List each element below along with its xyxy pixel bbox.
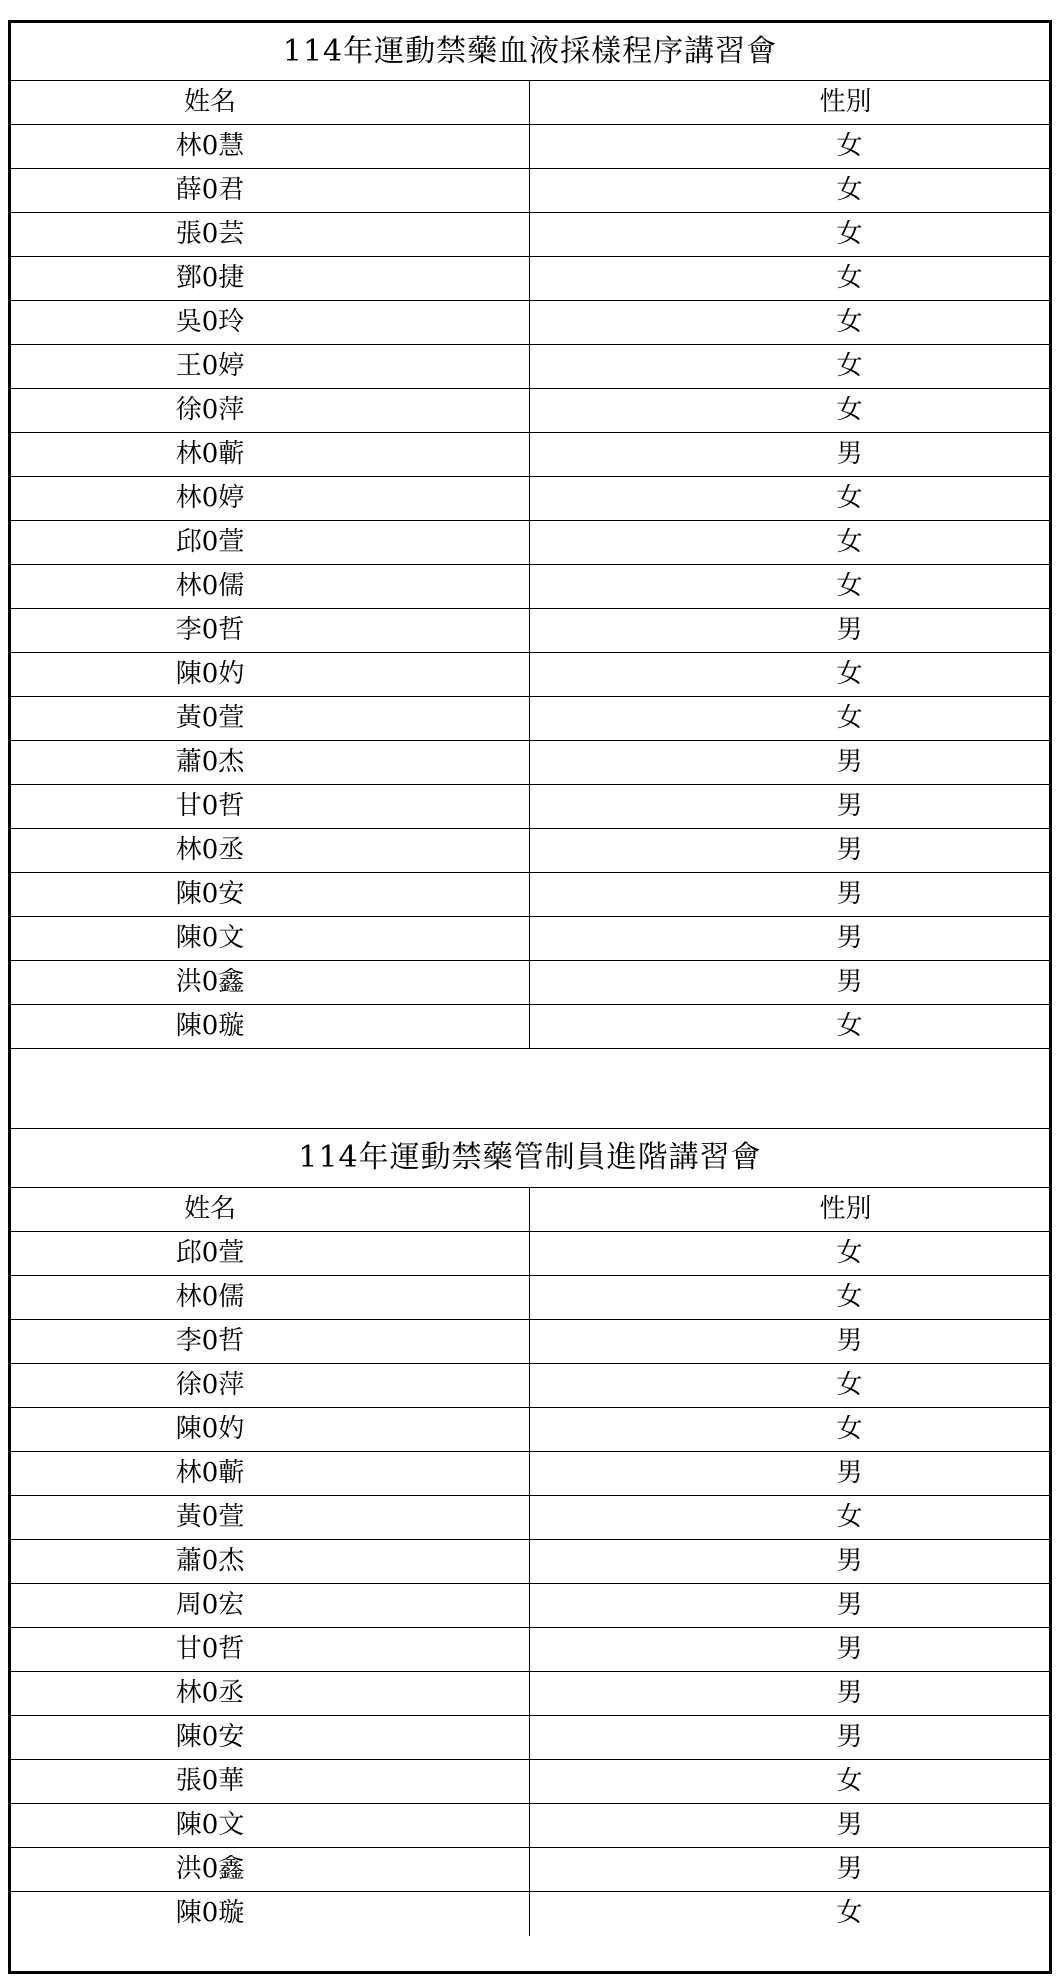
cell-name: 陳0妁 bbox=[11, 653, 530, 696]
cell-name: 林0蘄 bbox=[11, 1452, 530, 1495]
table-row bbox=[11, 873, 1049, 917]
cell-gender: 男 bbox=[836, 1810, 863, 1840]
cell-gender: 女 bbox=[836, 1238, 863, 1268]
cell-name: 陳0妁 bbox=[11, 1408, 530, 1451]
table-row bbox=[11, 653, 1049, 697]
cell-gender: 女 bbox=[836, 483, 863, 513]
cell-name: 王0婷 bbox=[11, 345, 530, 388]
cell-gender: 男 bbox=[836, 439, 863, 469]
cell-gender: 女 bbox=[836, 527, 863, 557]
cell-name: 鄧0捷 bbox=[11, 257, 530, 300]
cell-name: 林0丞 bbox=[11, 829, 530, 872]
cell-gender: 女 bbox=[836, 1898, 863, 1928]
cell-name: 陳0安 bbox=[11, 1716, 530, 1759]
table-body bbox=[11, 1232, 1049, 1936]
cell-gender: 女 bbox=[836, 307, 863, 337]
table-row bbox=[11, 1892, 1049, 1936]
column-header-gender: 性別 bbox=[819, 1194, 872, 1224]
table-row bbox=[11, 1760, 1049, 1804]
cell-name: 陳0文 bbox=[11, 1804, 530, 1847]
cell-gender: 男 bbox=[836, 615, 863, 645]
table-row bbox=[11, 565, 1049, 609]
cell-name: 周0宏 bbox=[11, 1584, 530, 1627]
cell-gender: 女 bbox=[836, 1766, 863, 1796]
cell-gender: 男 bbox=[836, 1854, 863, 1884]
table-row bbox=[11, 433, 1049, 477]
table-row bbox=[11, 1364, 1049, 1408]
cell-name: 張0華 bbox=[11, 1760, 530, 1803]
cell-gender: 女 bbox=[836, 1502, 863, 1532]
cell-name: 徐0萍 bbox=[11, 1364, 530, 1407]
cell-gender: 女 bbox=[836, 263, 863, 293]
cell-name: 洪0鑫 bbox=[11, 961, 530, 1004]
cell-name: 黃0萱 bbox=[11, 1496, 530, 1539]
cell-name: 陳0安 bbox=[11, 873, 530, 916]
cell-name: 林0蘄 bbox=[11, 433, 530, 476]
table-row bbox=[11, 1408, 1049, 1452]
table-row bbox=[11, 345, 1049, 389]
cell-name: 薛0君 bbox=[11, 169, 530, 212]
cell-gender: 男 bbox=[836, 791, 863, 821]
table-row bbox=[11, 1628, 1049, 1672]
cell-name: 蕭0杰 bbox=[11, 1540, 530, 1583]
table-title: 114年運動禁藥管制員進階講習會 bbox=[11, 1128, 1049, 1188]
cell-name: 蕭0杰 bbox=[11, 741, 530, 784]
table-row bbox=[11, 609, 1049, 653]
table-row bbox=[11, 1584, 1049, 1628]
table-body bbox=[11, 125, 1049, 1049]
table-row bbox=[11, 477, 1049, 521]
cell-gender: 女 bbox=[836, 351, 863, 381]
table-row bbox=[11, 257, 1049, 301]
cell-gender: 男 bbox=[836, 1590, 863, 1620]
table-row bbox=[11, 1452, 1049, 1496]
cell-gender: 男 bbox=[836, 1546, 863, 1576]
cell-gender: 女 bbox=[836, 1282, 863, 1312]
table-row bbox=[11, 1848, 1049, 1892]
cell-name: 林0婷 bbox=[11, 477, 530, 520]
cell-gender: 男 bbox=[836, 747, 863, 777]
table-row bbox=[11, 741, 1049, 785]
table-header-row bbox=[11, 1188, 1049, 1232]
table-header-row bbox=[11, 81, 1049, 125]
cell-name: 洪0鑫 bbox=[11, 1848, 530, 1891]
cell-gender: 女 bbox=[836, 659, 863, 689]
table-row bbox=[11, 1320, 1049, 1364]
table-row bbox=[11, 213, 1049, 257]
table-row bbox=[11, 389, 1049, 433]
table-row bbox=[11, 829, 1049, 873]
cell-gender: 女 bbox=[836, 1370, 863, 1400]
cell-gender: 女 bbox=[836, 131, 863, 161]
table-row bbox=[11, 125, 1049, 169]
table-row bbox=[11, 1540, 1049, 1584]
table-row bbox=[11, 1496, 1049, 1540]
table-row bbox=[11, 697, 1049, 741]
cell-name: 吳0玲 bbox=[11, 301, 530, 344]
cell-name: 陳0璇 bbox=[11, 1892, 530, 1936]
table-row bbox=[11, 917, 1049, 961]
cell-name: 李0哲 bbox=[11, 1320, 530, 1363]
cell-name: 林0儒 bbox=[11, 565, 530, 608]
cell-gender: 男 bbox=[836, 967, 863, 997]
table-title: 114年運動禁藥血液採樣程序講習會 bbox=[11, 23, 1049, 81]
table-row bbox=[11, 521, 1049, 565]
cell-gender: 女 bbox=[836, 703, 863, 733]
table-row bbox=[11, 1276, 1049, 1320]
cell-name: 張0芸 bbox=[11, 213, 530, 256]
cell-gender: 男 bbox=[836, 1722, 863, 1752]
cell-gender: 男 bbox=[836, 923, 863, 953]
roster-table-blood-sampling bbox=[11, 23, 1049, 1049]
table-row bbox=[11, 301, 1049, 345]
cell-name: 黃0萱 bbox=[11, 697, 530, 740]
cell-name: 邱0萱 bbox=[11, 521, 530, 564]
cell-name: 陳0文 bbox=[11, 917, 530, 960]
cell-gender: 男 bbox=[836, 1326, 863, 1356]
cell-gender: 男 bbox=[836, 879, 863, 909]
cell-gender: 女 bbox=[836, 571, 863, 601]
cell-gender: 男 bbox=[836, 1678, 863, 1708]
cell-name: 林0儒 bbox=[11, 1276, 530, 1319]
cell-gender: 女 bbox=[836, 1414, 863, 1444]
cell-gender: 女 bbox=[836, 1011, 863, 1041]
table-row bbox=[11, 1005, 1049, 1049]
column-header-name: 姓名 bbox=[11, 81, 530, 124]
table-row bbox=[11, 1232, 1049, 1276]
cell-gender: 男 bbox=[836, 1458, 863, 1488]
cell-name: 邱0萱 bbox=[11, 1232, 530, 1275]
cell-name: 徐0萍 bbox=[11, 389, 530, 432]
table-row bbox=[11, 785, 1049, 829]
table-row bbox=[11, 1804, 1049, 1848]
cell-name: 林0慧 bbox=[11, 125, 530, 168]
table-row bbox=[11, 169, 1049, 213]
cell-gender: 男 bbox=[836, 1634, 863, 1664]
cell-gender: 男 bbox=[836, 835, 863, 865]
cell-name: 陳0璇 bbox=[11, 1005, 530, 1048]
roster-sheet bbox=[8, 20, 1052, 1974]
cell-gender: 女 bbox=[836, 219, 863, 249]
cell-name: 李0哲 bbox=[11, 609, 530, 652]
column-header-gender: 性別 bbox=[819, 87, 872, 117]
cell-name: 林0丞 bbox=[11, 1672, 530, 1715]
roster-table-advanced-officer bbox=[11, 1128, 1049, 1936]
cell-gender: 女 bbox=[836, 175, 863, 205]
table-row bbox=[11, 1672, 1049, 1716]
cell-name: 甘0哲 bbox=[11, 1628, 530, 1671]
cell-gender: 女 bbox=[836, 395, 863, 425]
cell-name: 甘0哲 bbox=[11, 785, 530, 828]
column-header-name: 姓名 bbox=[11, 1188, 530, 1231]
table-row bbox=[11, 961, 1049, 1005]
table-row bbox=[11, 1716, 1049, 1760]
